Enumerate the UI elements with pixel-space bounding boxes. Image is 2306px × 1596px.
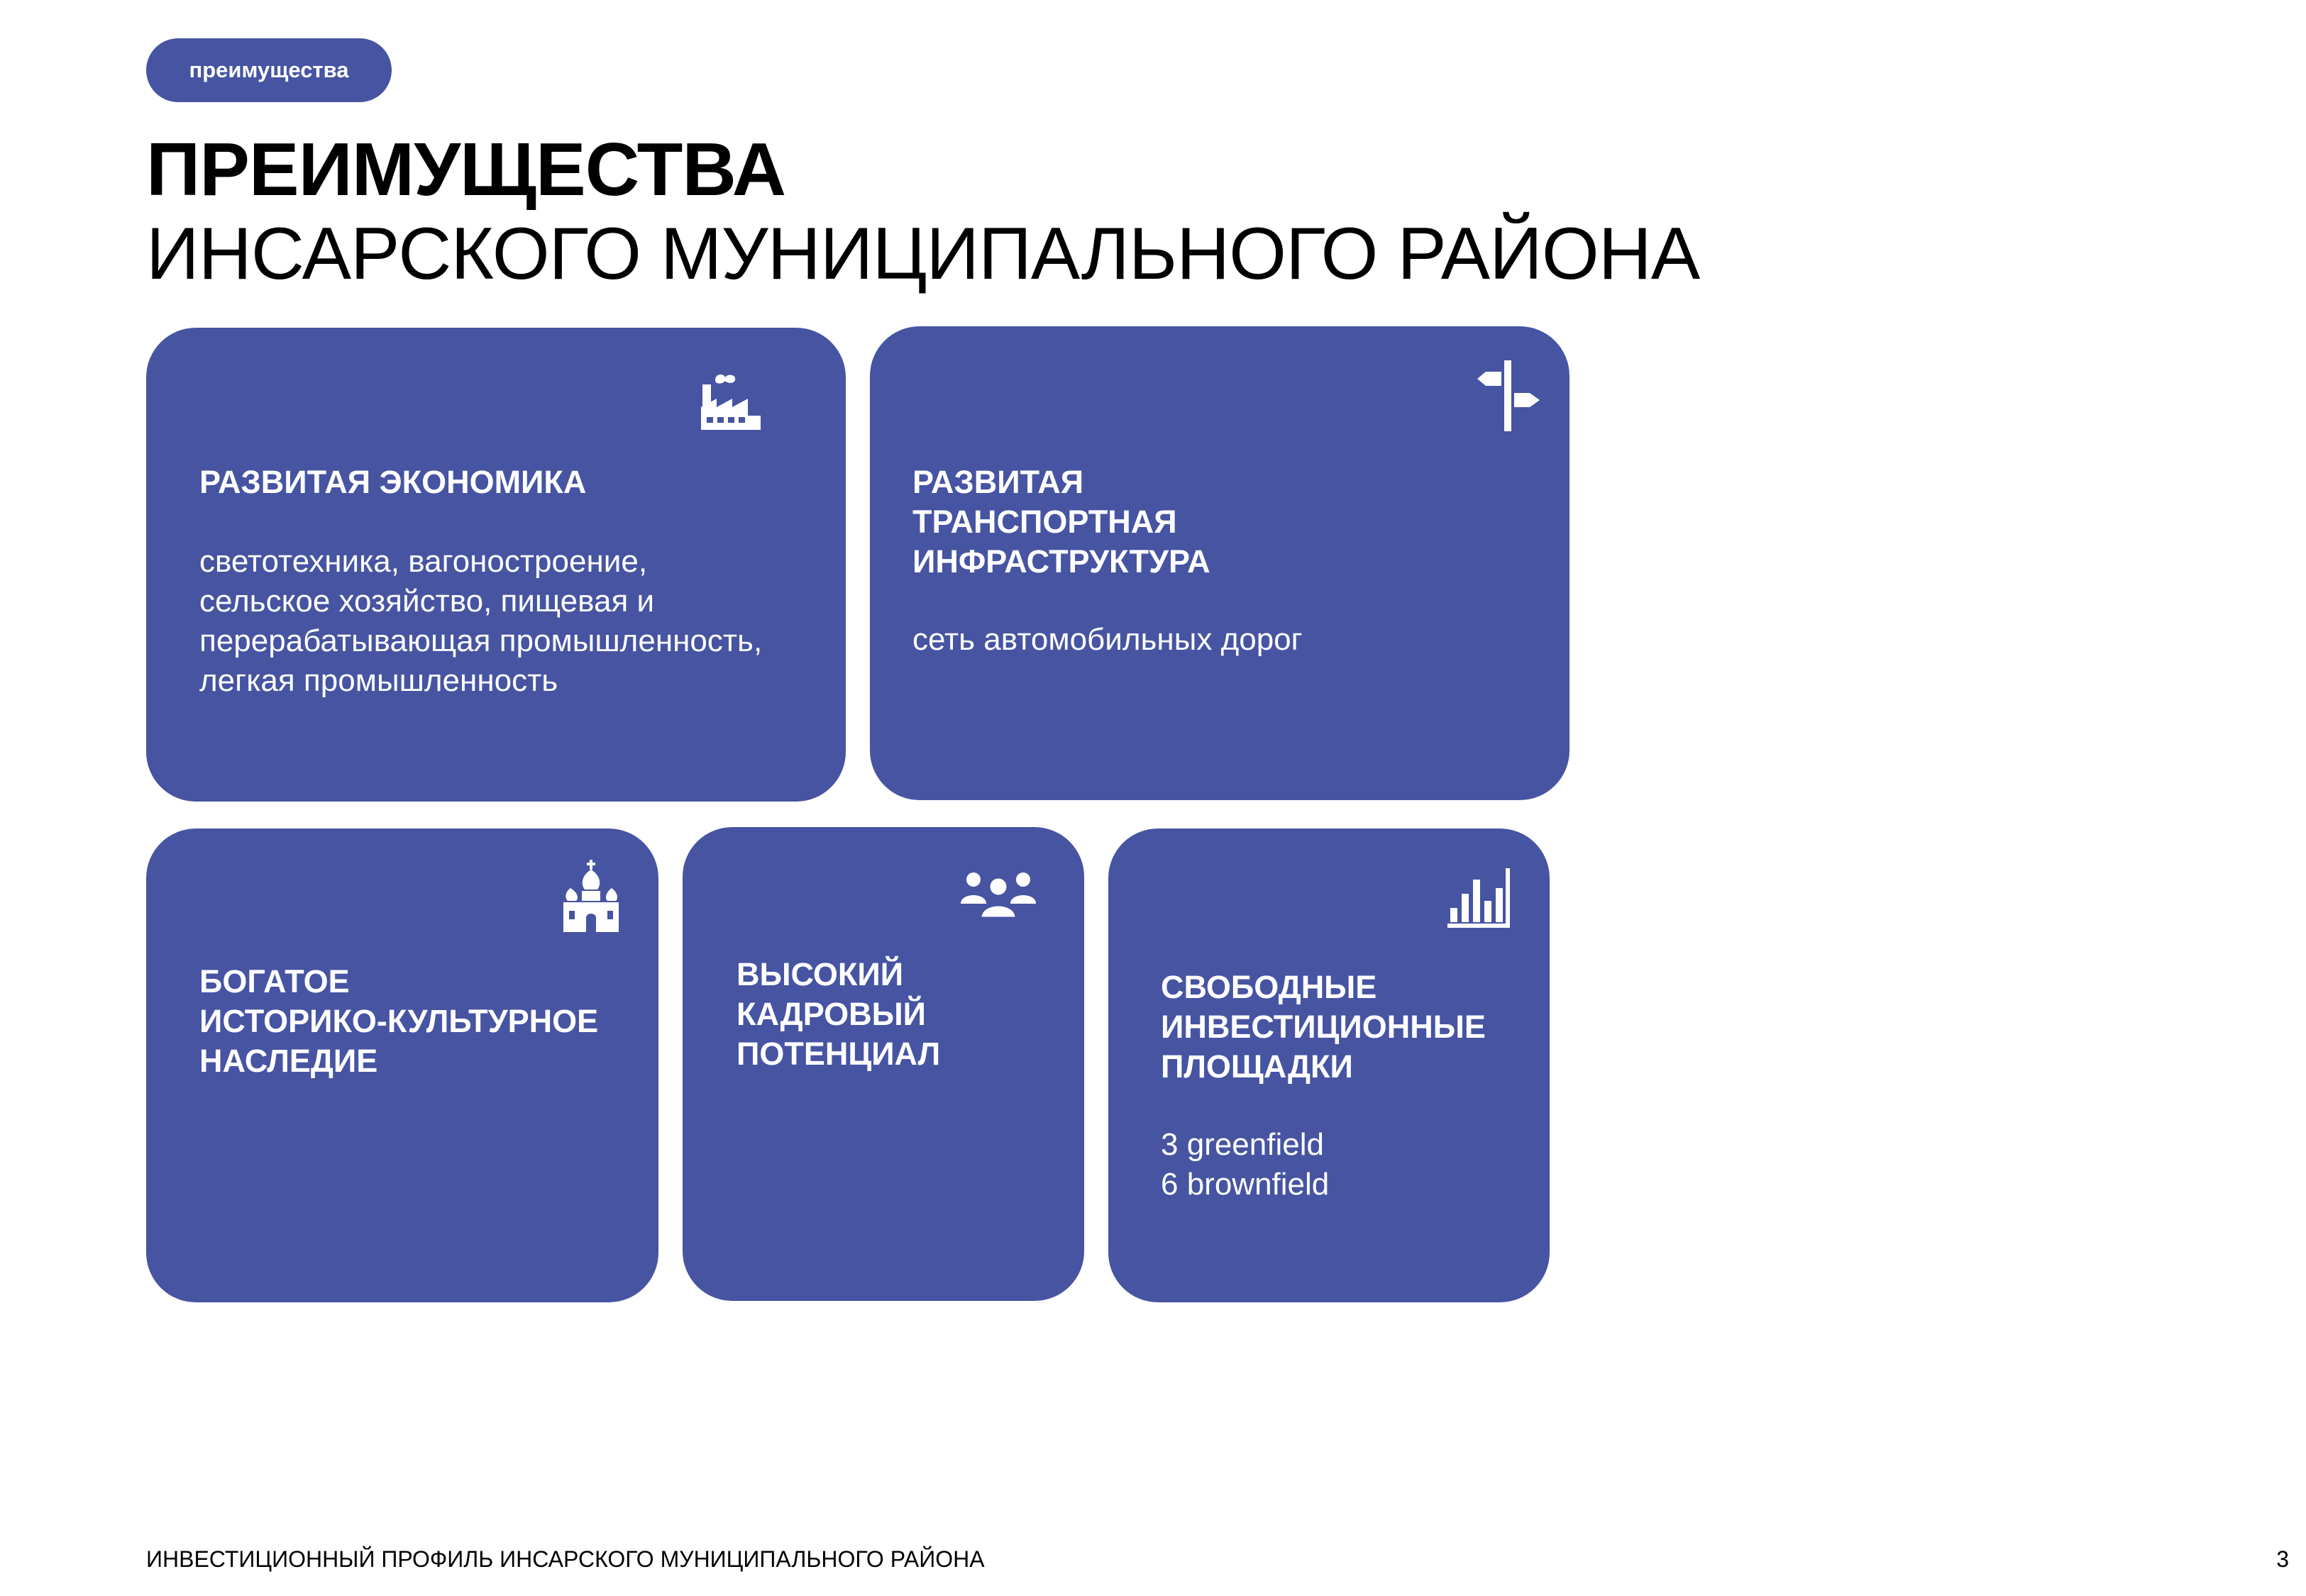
signpost-icon bbox=[1476, 359, 1541, 436]
card-transport bbox=[870, 326, 1569, 800]
card-economy-text: светотехника, вагоностроение, сельское хозяйство, пищевая и перерабатывающая промышленность, легкая промышленность bbox=[199, 544, 763, 698]
bar-chart-icon bbox=[1446, 867, 1511, 936]
people-icon bbox=[961, 870, 1036, 923]
section-tag: преимущества bbox=[146, 38, 392, 102]
card-personnel bbox=[683, 827, 1084, 1301]
card-transport-title: РАЗВИТАЯ ТРАНСПОРТНАЯ ИНФРАСТРУКТУРА bbox=[912, 464, 1210, 580]
card-heritage-title: БОГАТОЕ ИСТОРИКО-КУЛЬТУРНОЕ НАСЛЕДИЕ bbox=[199, 963, 599, 1079]
card-economy bbox=[146, 328, 846, 802]
footer-text: ИНВЕСТИЦИОННЫЙ ПРОФИЛЬ ИНСАРСКОГО МУНИЦИПАЛЬНОГО РАЙОНА bbox=[146, 1546, 985, 1572]
factory-icon bbox=[700, 372, 762, 435]
card-transport-text: сеть автомобильных дорог bbox=[912, 622, 1303, 657]
card-heritage bbox=[146, 829, 658, 1302]
card-sites bbox=[1108, 829, 1550, 1302]
card-economy-title: РАЗВИТАЯ ЭКОНОМИКА bbox=[199, 464, 587, 500]
card-sites-text: 3 greenfield 6 brownfield bbox=[1161, 1127, 1330, 1202]
church-icon bbox=[561, 860, 622, 937]
card-personnel-title: ВЫСОКИЙ КАДРОВЫЙ ПОТЕНЦИАЛ bbox=[737, 956, 941, 1072]
page-number: 3 bbox=[2276, 1546, 2289, 1572]
page-subtitle: ИНСАРСКОГО МУНИЦИПАЛЬНОГО РАЙОНА bbox=[146, 213, 1700, 295]
card-sites-title: СВОБОДНЫЕ ИНВЕСТИЦИОННЫЕ ПЛОЩАДКИ bbox=[1161, 969, 1486, 1085]
page-title: ПРЕИМУЩЕСТВА bbox=[146, 128, 786, 211]
